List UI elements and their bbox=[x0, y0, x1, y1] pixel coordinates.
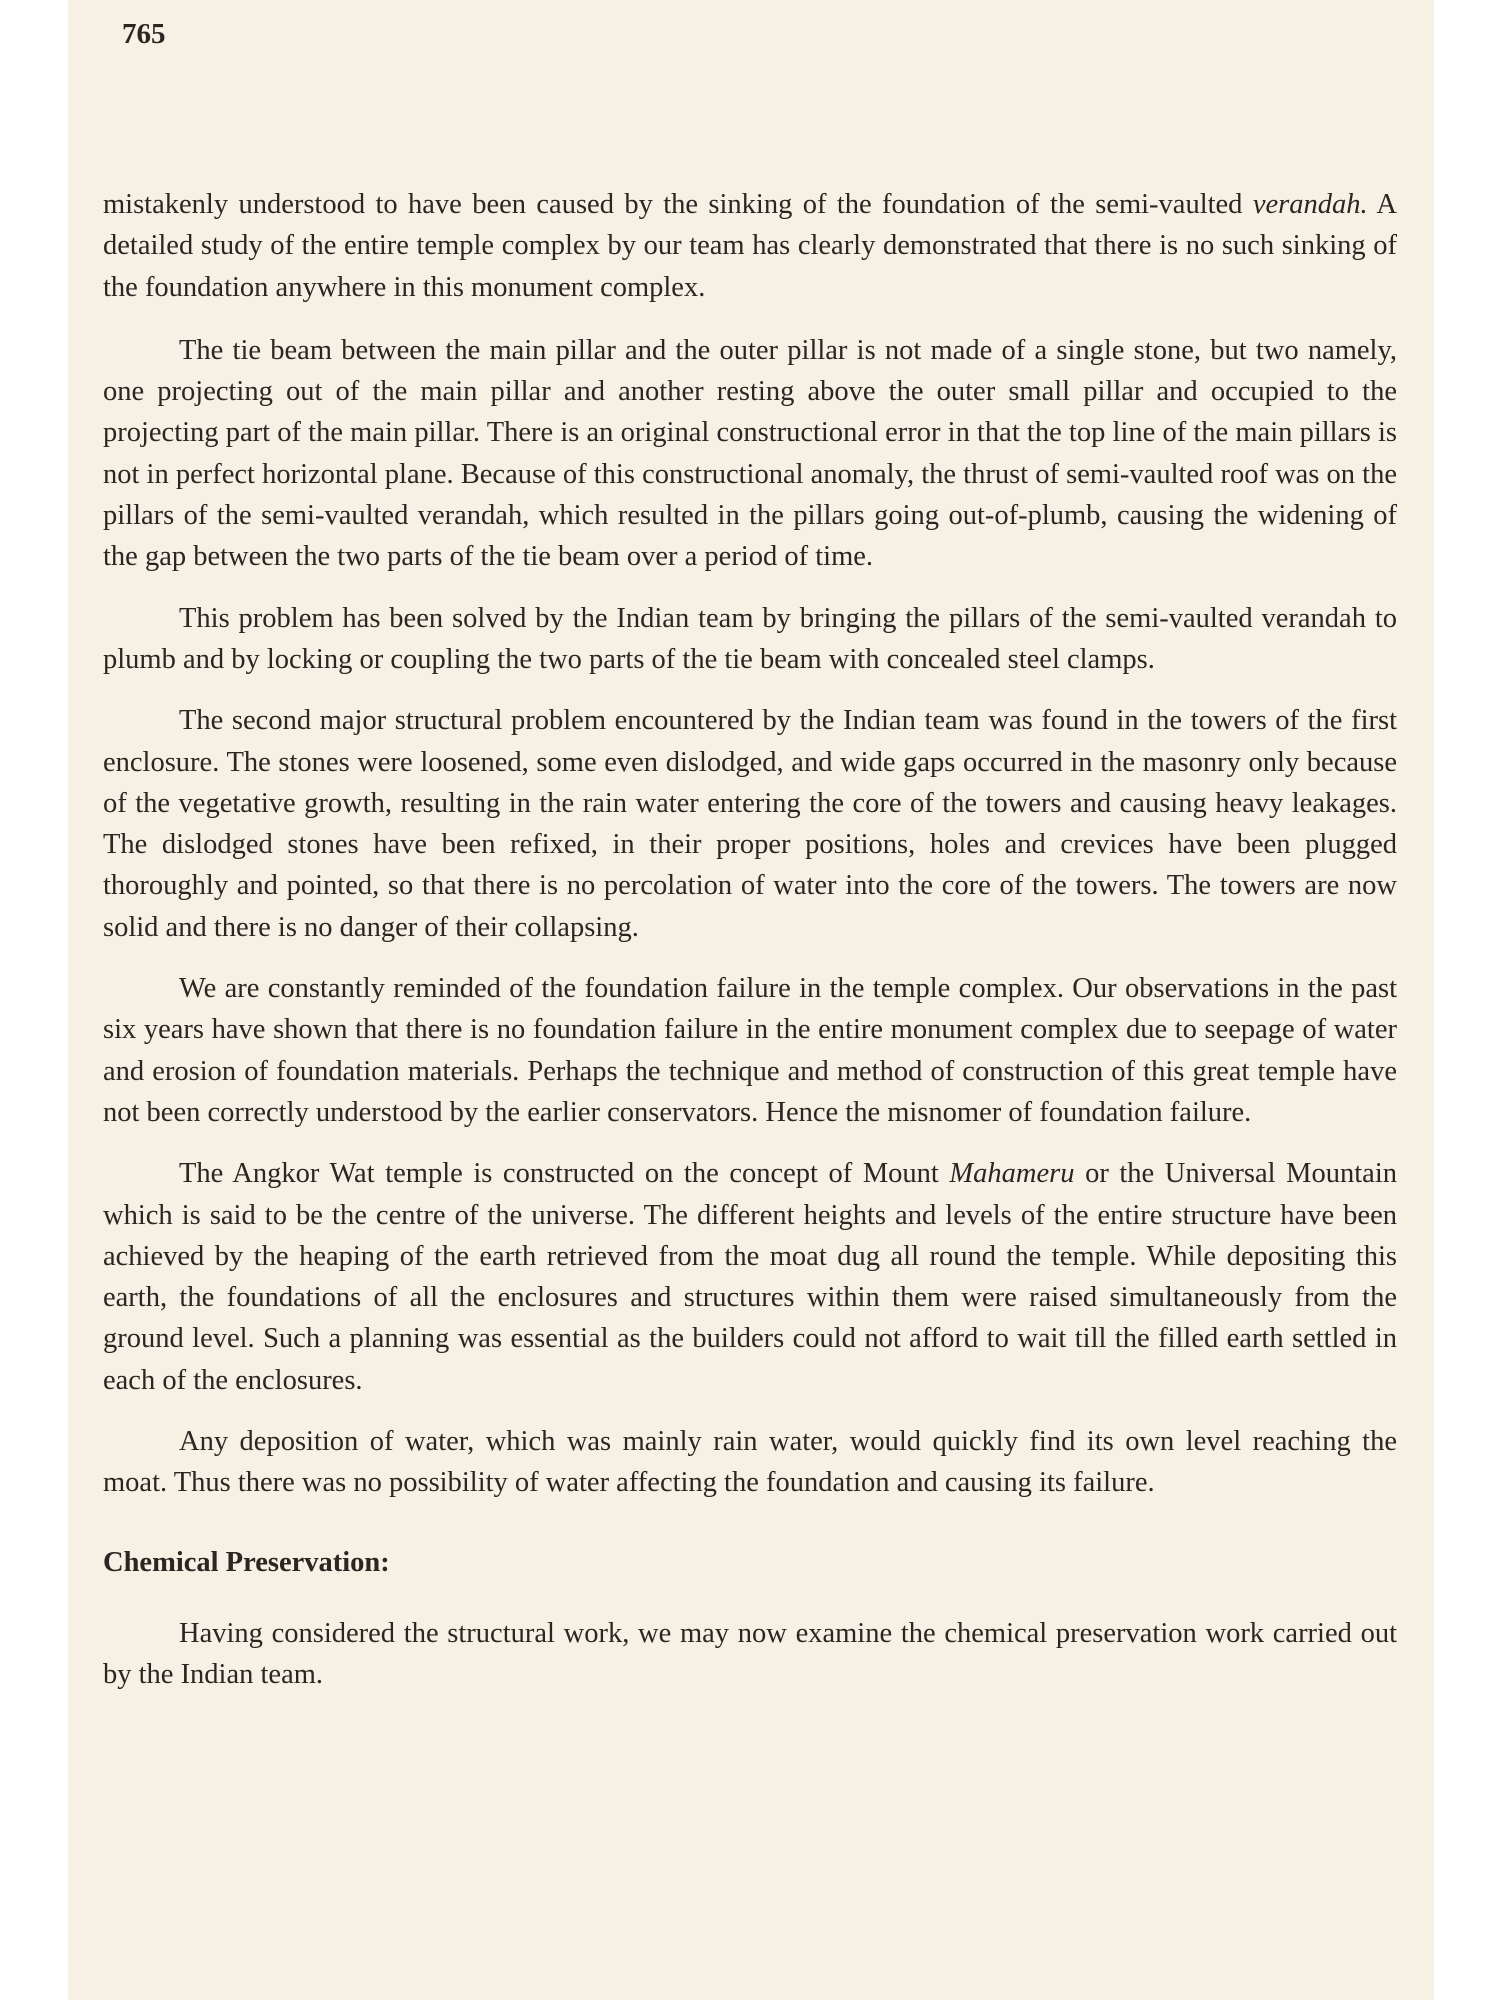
paragraph-problem-solved: This problem has been solved by the Indian team by bringing the pillars of the semi-vaulted verandah to plumb and by locking or coupling the two parts of the tie beam with concealed steel clamps. bbox=[103, 602, 1397, 675]
term-mahameru: Mahameru bbox=[949, 1158, 1075, 1190]
page-number: 765 bbox=[122, 18, 166, 50]
paragraph-tie-beam: The tie beam between the main pillar and the outer pillar is not made of a single stone, but two namely, one projecting out of the main pillar and another resting above the outer small pillar and occupied to the projecting part of the main pillar. There is an original constructional error in that the top line of the main pillars is not in perfect horizontal plane. Because of this constructional anomaly, the thrust of semi-vaulted roof was on the pillars of the semi-vaulted verandah, which resulted in the pillars going out-of-plumb, causing the widening of the gap between the two parts of the tie beam over a period of time. bbox=[103, 334, 1397, 573]
paragraph-angkor-wat-end: or the Universal Mountain which is said to be the centre of the universe. The different heights and levels of the entire structure have been achieved by the heaping of the earth retrieved from the moat dug all round the temple. While depositing this earth, the foundations of all the enclosures and structures within them were raised simultaneously from the ground level. Such a planning was essential as the builders could not afford to wait till the filled earth settled in each of the enclosures. bbox=[103, 1158, 1397, 1396]
paragraph-angkor-wat bbox=[103, 1153, 1397, 1401]
paragraph-chemical-preservation: Having considered the structural work, we may now examine the chemical preservation work carried out by the Indian team. bbox=[103, 1617, 1397, 1690]
paragraph-verandah bbox=[103, 184, 1397, 308]
term-verandah: verandah. bbox=[1252, 189, 1368, 220]
paragraph-angkor-wat-start: The Angkor Wat temple is constructed on the concept of Mount bbox=[179, 1158, 950, 1190]
document-page bbox=[68, 0, 1434, 2000]
paragraph-verandah-start: mistakenly understood to have been caused by the sinking of the foundation of the semi-vaulted bbox=[103, 189, 1253, 220]
paragraph-water-deposition: Any deposition of water, which was mainly rain water, would quickly find its own level reaching the moat. Thus there was no possibility of water affecting the foundation and causing its failure. bbox=[103, 1426, 1397, 1499]
page-body bbox=[103, 184, 1397, 1715]
section-heading-chemical-preservation: Chemical Preservation: bbox=[103, 1546, 390, 1578]
paragraph-foundation-failure: We are constantly reminded of the foundation failure in the temple complex. Our observations in the past six years have shown that there is no foundation failure in the entire monument complex due to seepage of water and erosion of foundation materials. Perhaps the technique and method of construction of this great temple have not been correctly understood by the earlier conservators. Hence the misnomer of foundation failure. bbox=[103, 973, 1397, 1128]
paragraph-towers: The second major structural problem encountered by the Indian team was found in the towers of the first enclosure. The stones were loosened, some even dislodged, and wide gaps occurred in the masonry only because of the vegetative growth, resulting in the rain water entering the core of the towers and causing heavy leakages. The dislodged stones have been refixed, in their proper positions, holes and crevices have been plugged thoroughly and pointed, so that there is no percolation of water into the core of the towers. The towers are now solid and there is no danger of their collapsing. bbox=[103, 705, 1397, 943]
paragraph-verandah-end: A detailed study of the entire temple complex by our team has clearly demonstrated that there is no such sinking of the foundation anywhere in this monument complex. bbox=[103, 189, 1397, 303]
